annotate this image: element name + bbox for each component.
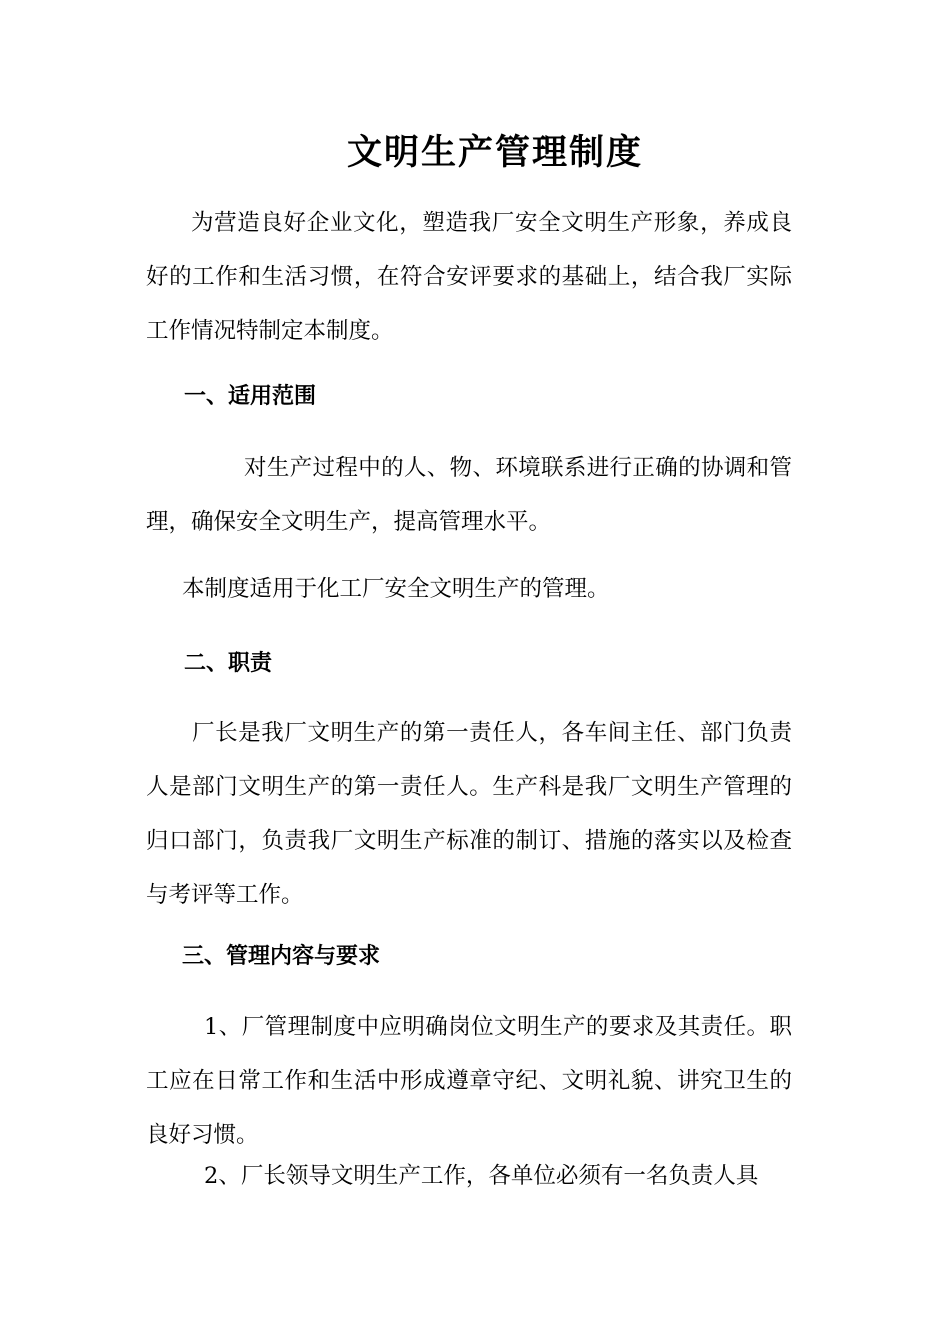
duties-paragraph: 厂长是我厂文明生产的第一责任人，各车间主任、部门负责人是部门文明生产的第一责任人。生产科是我厂文明生产管理的归口部门，负责我厂文明生产标准的制订、措施的落实以及检查与考评等工作。 [146,720,792,908]
document-title: 文明生产管理制度 [346,132,643,173]
section-heading-scope: 一、适用范围 [184,383,317,409]
scope-paragraph-1: 对生产过程中的人、物、环境联系进行正确的协调和管理，确保安全文明生产，提高管理水平。 [146,455,792,535]
section-heading-duties: 二、职责 [184,650,273,676]
scope-paragraph-2: 本制度适用于化工厂安全文明生产的管理。 [182,576,610,602]
requirements-item-1: 1、厂管理制度中应明确岗位文明生产的要求及其责任。职工应在日常工作和生活中形成遵章守纪、文明礼貌、讲究卫生的良好习惯。 [146,1014,792,1148]
requirements-item-2: 2、厂长领导文明生产工作，各单位必须有一名负责人具 [204,1163,759,1189]
section-heading-requirements: 三、管理内容与要求 [182,943,381,969]
intro-paragraph: 为营造良好企业文化，塑造我厂安全文明生产形象，养成良好的工作和生活习惯，在符合安评要求的基础上，结合我厂实际工作情况特制定本制度。 [146,210,792,344]
